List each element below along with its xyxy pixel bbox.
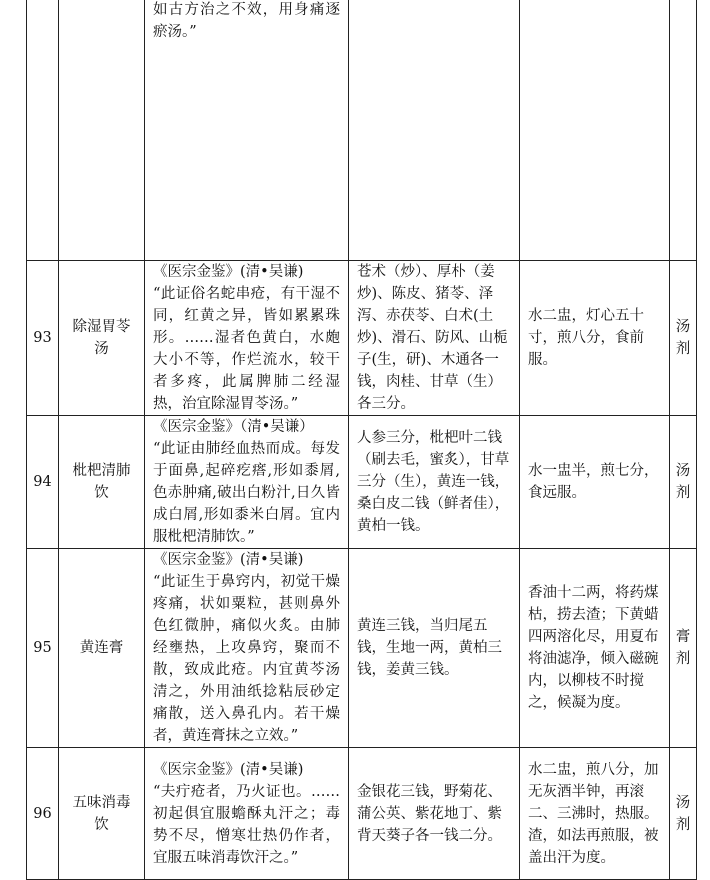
table-row <box>27 549 697 748</box>
row-number: 96 <box>27 748 59 880</box>
prescription-table <box>26 0 697 880</box>
source-quote: 如古方治之不效，用身痛逐瘀汤。” <box>153 2 340 40</box>
prescription-name: 除湿胃苓汤 <box>59 261 145 416</box>
prescription-name <box>59 0 145 261</box>
table-row <box>27 748 697 880</box>
table-row <box>27 416 697 549</box>
table-row <box>27 0 697 261</box>
source-cell <box>145 261 349 416</box>
composition-cell: 黄连三钱，当归尾五钱，生地一两，黄柏三钱，姜黄三钱。 <box>349 549 520 748</box>
source-book: 《医宗金鉴》（清•吴谦） <box>153 419 314 435</box>
source-book: 《医宗金鉴》(清•吴谦) <box>153 761 304 778</box>
row-number: 94 <box>27 416 59 549</box>
source-quote: “夫疔疮者，乃火证也。……初起俱宜服蟾酥丸汗之；毒势不尽，憎寒壮热仍作者，宜服五味消毒饮汗之。” <box>153 783 340 866</box>
table-row <box>27 261 697 416</box>
source-cell <box>145 0 349 261</box>
usage-cell <box>520 0 670 261</box>
row-number <box>27 0 59 261</box>
source-book: 《医宗金鉴》(清•吴谦) <box>153 264 304 280</box>
dosage-form-cell <box>670 0 697 261</box>
source-cell <box>145 416 349 549</box>
composition-cell: 苍术（炒）、厚朴（姜炒)、陈皮、猪苓、泽泻、赤茯苓、白术(土炒)、滑石、防风、山栀子(生，研)、木通各一钱，肉桂、甘草（生）各三分。 <box>349 261 520 416</box>
usage-cell: 水二盅，灯心五十寸，煎八分，食前服。 <box>520 261 670 416</box>
composition-cell: 人参三分，枇杷叶二钱（刷去毛，蜜炙），甘草三分（生），黄连一钱，桑白皮二钱（鲜者佳），黄柏一钱。 <box>349 416 520 549</box>
usage-cell: 水二盅，煎八分，加无灰酒半钟，再滚二、三沸时，热服。渣，如法再煎服，被盖出汗为度。 <box>520 748 670 880</box>
source-book: 《医宗金鉴》(清•吴谦) <box>153 552 304 568</box>
composition-cell: 金银花三钱，野菊花、蒲公英、紫花地丁、紫背天葵子各一钱二分。 <box>349 748 520 880</box>
row-number: 93 <box>27 261 59 416</box>
source-quote: “此证由肺经血热而成。每发于面鼻,起碎疙瘩,形如黍屑,色赤肿痛,破出白粉汁,日久皆成白屑,形如黍米白屑。宜内服枇杷清肺饮。” <box>153 441 340 545</box>
prescription-name: 五味消毒饮 <box>59 748 145 880</box>
source-cell <box>145 748 349 880</box>
source-quote: “此证生于鼻窍内，初觉干燥疼痛，状如粟粒，甚则鼻外色红微肿，痛似火炙。由肺经壅热，上攻鼻窍，聚而不散，致成此疮。内宜黄芩汤清之，外用油纸捻粘辰砂定痛散，送入鼻孔内。若干燥者，黄连膏抹之立效。” <box>153 574 340 744</box>
prescription-name: 枇杷清肺饮 <box>59 416 145 549</box>
composition-cell <box>349 0 520 261</box>
dosage-form-cell: 膏剂 <box>670 549 697 748</box>
source-cell <box>145 549 349 748</box>
usage-cell: 香油十二两，将药煤枯，捞去渣；下黄蜡四两溶化尽，用夏布将油滤净，倾入磁碗内，以柳枝不时搅之，候凝为度。 <box>520 549 670 748</box>
dosage-form-cell: 汤剂 <box>670 416 697 549</box>
row-number: 95 <box>27 549 59 748</box>
dosage-form-cell: 汤剂 <box>670 261 697 416</box>
prescription-name: 黄连膏 <box>59 549 145 748</box>
usage-cell: 水一盅半，煎七分，食远服。 <box>520 416 670 549</box>
source-quote: “此证俗名蛇串疮，有干湿不同，红黄之异，皆如累累珠形。……湿者色黄白，水皰大小不等，作烂流水，较干者多疼，此属脾肺二经湿热，治宜除湿胃苓汤。” <box>153 286 340 412</box>
dosage-form-cell: 汤剂 <box>670 748 697 880</box>
